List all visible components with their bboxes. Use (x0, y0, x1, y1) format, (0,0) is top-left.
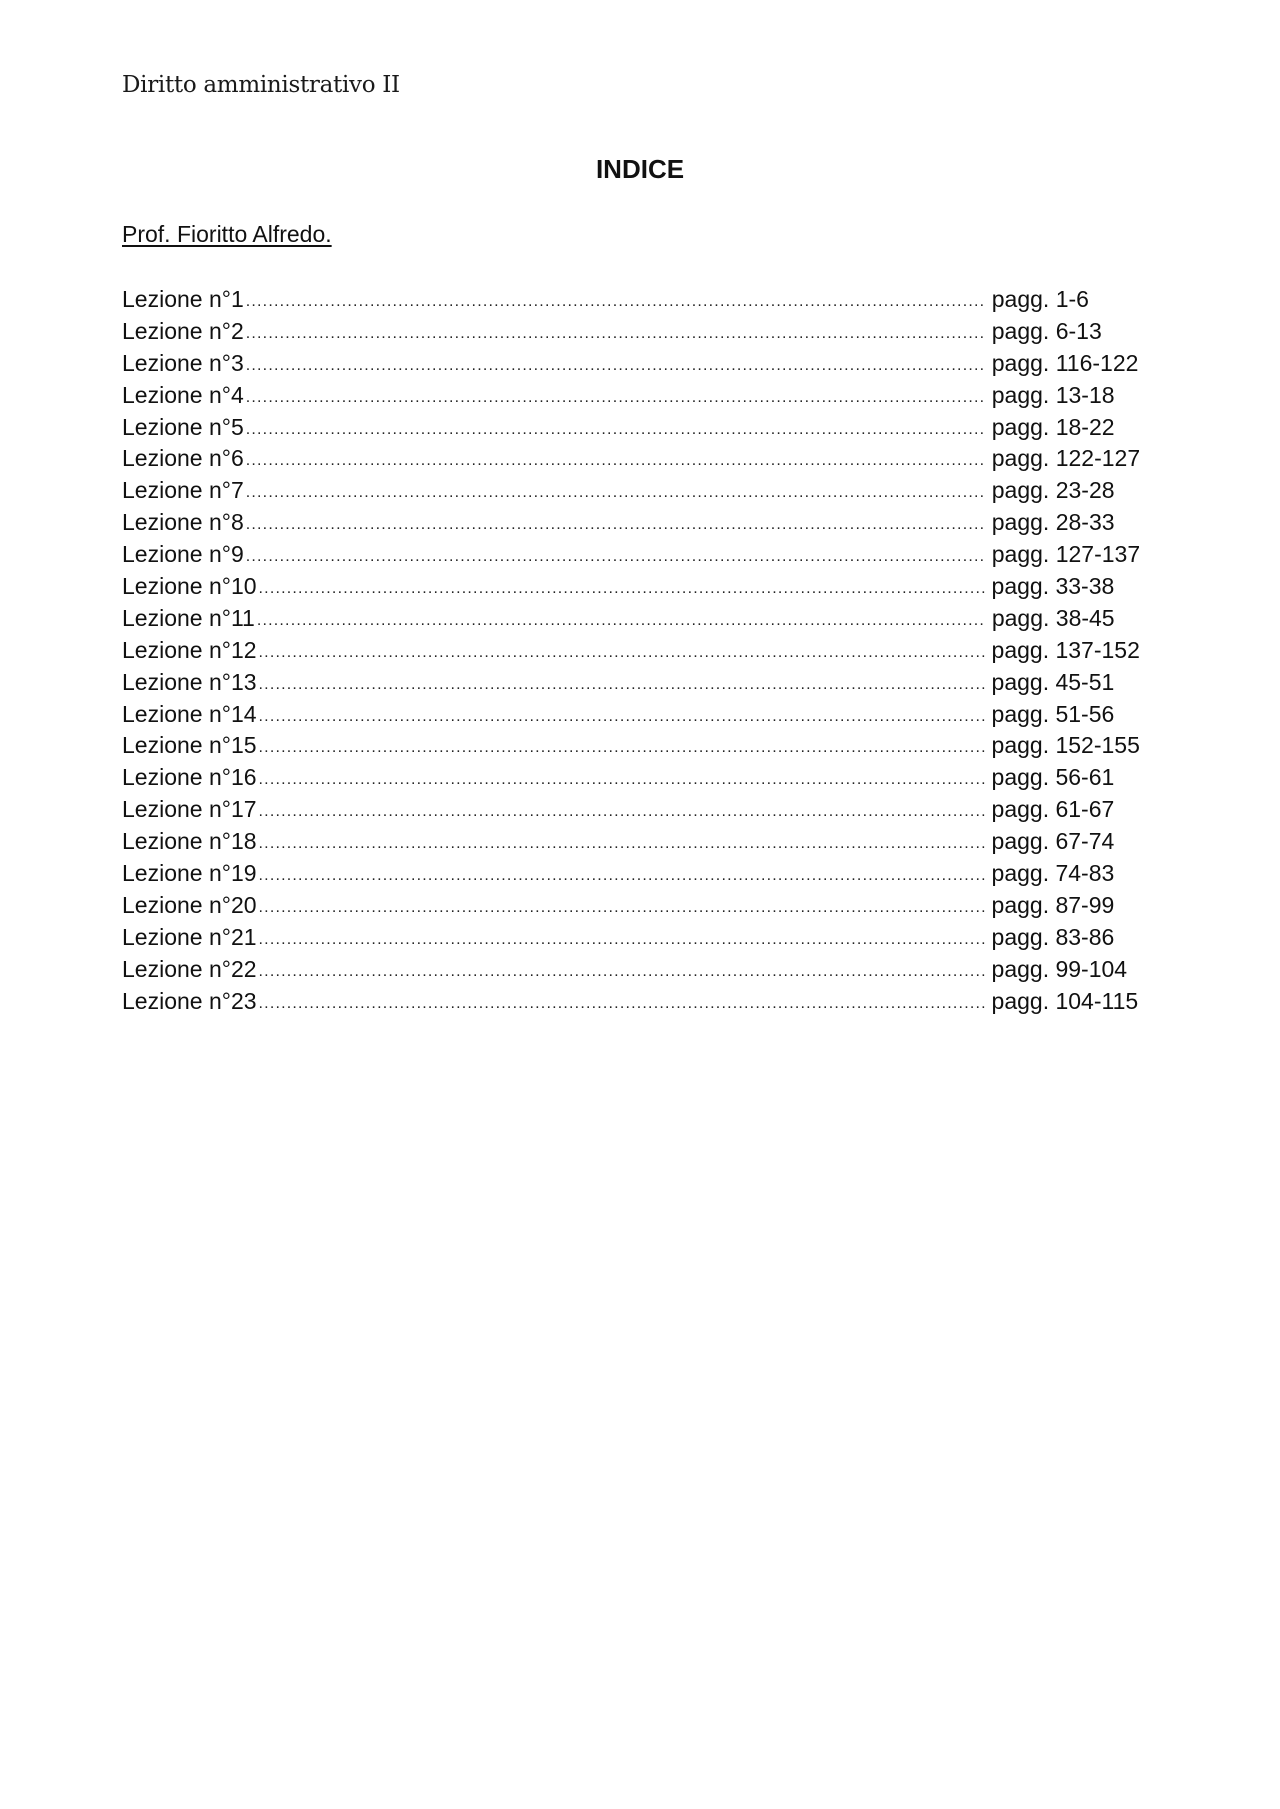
toc-entry-label: Lezione n°22 (122, 955, 257, 982)
toc-entry-label: Lezione n°19 (122, 860, 257, 887)
toc-entry (122, 475, 1162, 507)
toc-entry-pages: pagg. 152-155 (991, 732, 1140, 759)
toc-entry-pages: pagg. 74-83 (991, 860, 1115, 887)
toc-entry (122, 539, 1162, 571)
professor-name: Prof. Fioritto Alfredo. (122, 221, 332, 247)
toc-dot-leader (259, 889, 986, 921)
toc-entry-pages: pagg. 6-13 (991, 317, 1102, 344)
toc-entry-pages: pagg. 38-45 (991, 604, 1115, 631)
toc-entry-pages: pagg. 56-61 (991, 764, 1115, 791)
toc-dot-leader (259, 698, 986, 730)
toc-dot-leader (259, 666, 986, 698)
toc-entry (122, 571, 1162, 603)
toc-entry-label: Lezione n°9 (122, 541, 244, 568)
toc-entry-label: Lezione n°18 (122, 828, 257, 855)
toc-entry-pages: pagg. 1-6 (991, 286, 1089, 312)
toc-entry (122, 826, 1162, 858)
toc-dot-leader (259, 857, 986, 889)
toc-entry-label: Lezione n°11 (122, 604, 255, 631)
toc-dot-leader (246, 442, 986, 474)
toc-entry-label: Lezione n°23 (122, 987, 257, 1014)
toc-entry-label: Lezione n°13 (122, 668, 257, 695)
toc-entry-label: Lezione n°17 (122, 796, 257, 823)
toc-entry-pages: pagg. 61-67 (991, 796, 1115, 823)
toc-entry-pages: pagg. 13-18 (991, 381, 1115, 408)
toc-entry (122, 699, 1162, 731)
toc-dot-leader (246, 347, 986, 379)
toc-dot-leader (246, 538, 986, 570)
toc-entry-pages: pagg. 137-152 (991, 636, 1140, 663)
index-title: INDICE (595, 154, 685, 184)
toc-entry (122, 635, 1162, 667)
toc-dot-leader (259, 953, 986, 985)
toc-entry-pages: pagg. 83-86 (991, 923, 1115, 950)
toc-entry-label: Lezione n°16 (122, 764, 257, 791)
toc-dot-leader (246, 379, 986, 411)
toc-entry-pages: pagg. 104-115 (991, 987, 1139, 1014)
toc-entry-label: Lezione n°6 (122, 445, 244, 472)
toc-entry (122, 412, 1162, 444)
toc-entry-pages: pagg. 45-51 (991, 668, 1115, 695)
toc-entry (122, 380, 1162, 412)
toc-dot-leader (246, 506, 986, 538)
toc-entry-label: Lezione n°7 (122, 477, 244, 504)
toc-entry-pages: pagg. 51-56 (991, 700, 1115, 727)
toc-entry (122, 890, 1162, 922)
table-of-contents (122, 284, 1162, 1017)
toc-entry-pages: pagg. 18-22 (991, 413, 1115, 440)
toc-entry (122, 954, 1162, 986)
toc-entry-label: Lezione n°2 (122, 317, 244, 344)
toc-dot-leader (259, 634, 986, 666)
toc-entry (122, 730, 1162, 762)
toc-entry (122, 986, 1162, 1018)
toc-entry-pages: pagg. 67-74 (991, 828, 1115, 855)
toc-entry (122, 443, 1162, 475)
toc-dot-leader (259, 921, 986, 953)
toc-dot-leader (259, 729, 986, 761)
toc-entry-label: Lezione n°12 (122, 636, 257, 663)
toc-dot-leader (259, 570, 986, 602)
toc-entry-pages: pagg. 28-33 (991, 509, 1115, 536)
toc-entry (122, 507, 1162, 539)
toc-entry (122, 858, 1162, 890)
toc-entry-pages: pagg. 122-127 (991, 445, 1141, 472)
toc-entry-label: Lezione n°3 (122, 349, 244, 376)
toc-entry-label: Lezione n°21 (122, 923, 257, 950)
toc-dot-leader (257, 602, 986, 634)
toc-entry (122, 922, 1162, 954)
toc-dot-leader (259, 985, 986, 1017)
toc-entry-pages: pagg. 127-137 (991, 541, 1141, 568)
toc-entry-pages: pagg. 99-104 (991, 955, 1128, 982)
running-header: Diritto amministrativo II (122, 72, 400, 98)
toc-dot-leader (259, 825, 986, 857)
toc-dot-leader (246, 474, 986, 506)
toc-entry (122, 316, 1162, 348)
toc-dot-leader (246, 283, 986, 315)
toc-entry-pages: pagg. 116-122 (991, 349, 1139, 376)
toc-entry-label: Lezione n°5 (122, 413, 244, 440)
toc-entry (122, 667, 1162, 699)
toc-entry-pages: pagg. 87-99 (991, 891, 1115, 918)
toc-entry (122, 284, 1162, 316)
toc-dot-leader (259, 761, 986, 793)
toc-entry-label: Lezione n°15 (122, 732, 257, 759)
toc-dot-leader (246, 411, 986, 443)
toc-entry-label: Lezione n°1 (122, 286, 244, 312)
toc-entry-label: Lezione n°20 (122, 891, 257, 918)
toc-entry (122, 762, 1162, 794)
toc-entry-label: Lezione n°14 (122, 700, 257, 727)
toc-dot-leader (259, 793, 986, 825)
toc-entry-label: Lezione n°4 (122, 381, 244, 408)
toc-entry (122, 603, 1162, 635)
toc-entry-label: Lezione n°10 (122, 573, 257, 600)
toc-entry (122, 348, 1162, 380)
toc-entry-label: Lezione n°8 (122, 509, 244, 536)
toc-entry-pages: pagg. 23-28 (991, 477, 1115, 504)
toc-entry-pages: pagg. 33-38 (991, 573, 1115, 600)
toc-entry (122, 794, 1162, 826)
toc-dot-leader (246, 315, 986, 347)
